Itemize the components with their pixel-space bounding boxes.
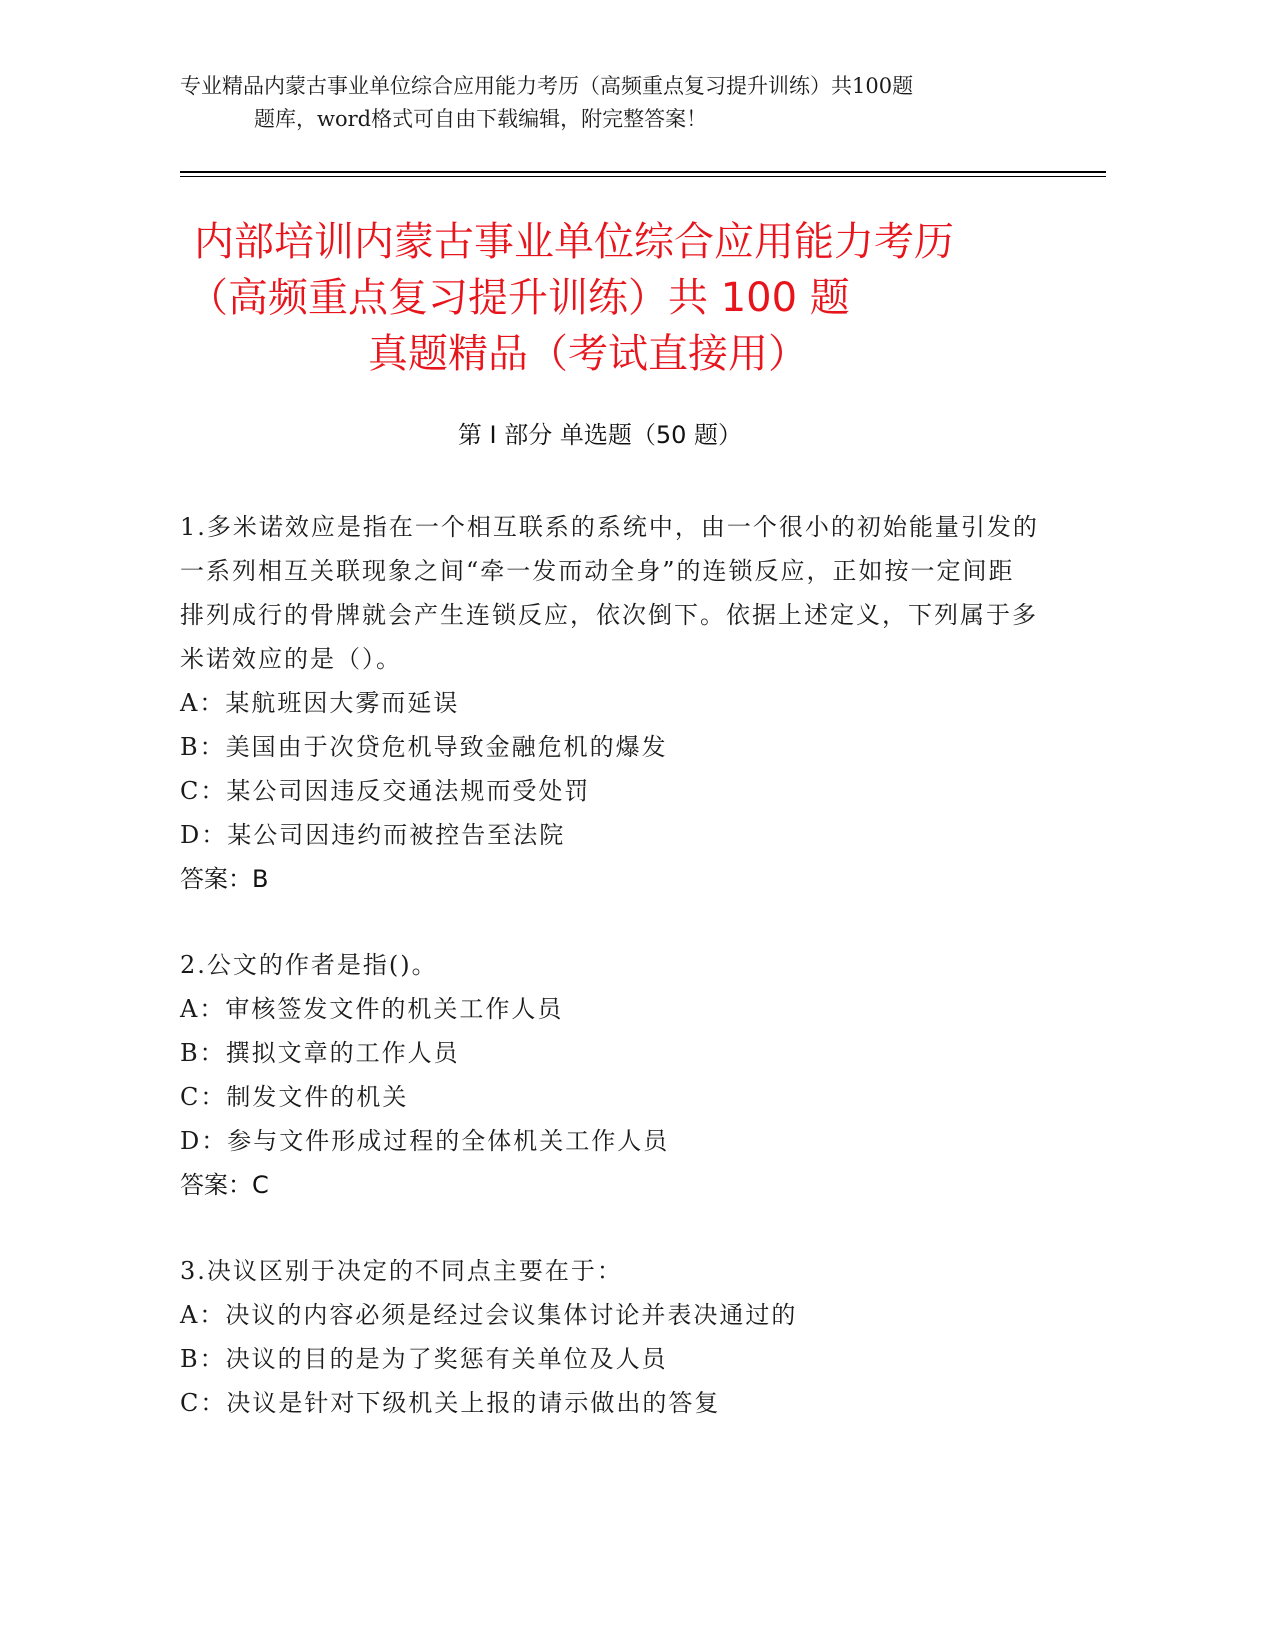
section-heading: 第 I 部分 单选题（50 题） xyxy=(457,421,743,449)
option-b: B：撰拟文章的工作人员 xyxy=(180,1039,460,1067)
document-title xyxy=(180,214,1060,382)
question-list xyxy=(180,505,1040,1467)
question-3 xyxy=(180,1249,1040,1425)
option-c: C：决议是针对下级机关上报的请示做出的答复 xyxy=(180,1389,721,1417)
page-header xyxy=(180,70,1040,136)
option-a: A：决议的内容必须是经过会议集体讨论并表决通过的 xyxy=(180,1301,798,1329)
header-divider-thick xyxy=(180,171,1106,173)
question-1 xyxy=(180,505,1040,901)
question-stem: 2.公文的作者是指()。 xyxy=(180,951,438,979)
question-stem: 1.多米诺效应是指在一个相互联系的系统中，由一个很小的初始能量引发的一系列相互关联现象之间“牵一发而动全身”的连锁反应，正如按一定间距排列成行的骨牌就会产生连锁反应，依次倒下。依据上述定义，下列属于多米诺效应的是（）。 xyxy=(180,513,1039,673)
title-line-2: （高频重点复习提升训练）共 100 题 xyxy=(188,275,850,321)
title-line-3: 真题精品（考试直接用） xyxy=(368,331,808,377)
option-d: D：参与文件形成过程的全体机关工作人员 xyxy=(180,1127,670,1155)
option-d: D：某公司因违约而被控告至法院 xyxy=(180,821,566,849)
answer-label: 答案：C xyxy=(180,1171,269,1199)
header-divider-thin xyxy=(180,176,1106,177)
header-line-2: 题库，word格式可自由下载编辑，附完整答案！ xyxy=(254,107,708,131)
option-b: B：美国由于次贷危机导致金融危机的爆发 xyxy=(180,733,668,761)
title-line-1: 内部培训内蒙古事业单位综合应用能力考历 xyxy=(194,219,954,265)
option-a: A：审核签发文件的机关工作人员 xyxy=(180,995,564,1023)
question-stem: 3.决议区别于决定的不同点主要在于： xyxy=(180,1257,623,1285)
option-c: C：制发文件的机关 xyxy=(180,1083,409,1111)
answer-label: 答案：B xyxy=(180,865,269,893)
option-c: C：某公司因违反交通法规而受处罚 xyxy=(180,777,591,805)
option-b: B：决议的目的是为了奖惩有关单位及人员 xyxy=(180,1345,668,1373)
header-line-1: 专业精品内蒙古事业单位综合应用能力考历（高频重点复习提升训练）共100题 xyxy=(180,74,914,98)
option-a: A：某航班因大雾而延误 xyxy=(180,689,460,717)
question-2 xyxy=(180,943,1040,1207)
